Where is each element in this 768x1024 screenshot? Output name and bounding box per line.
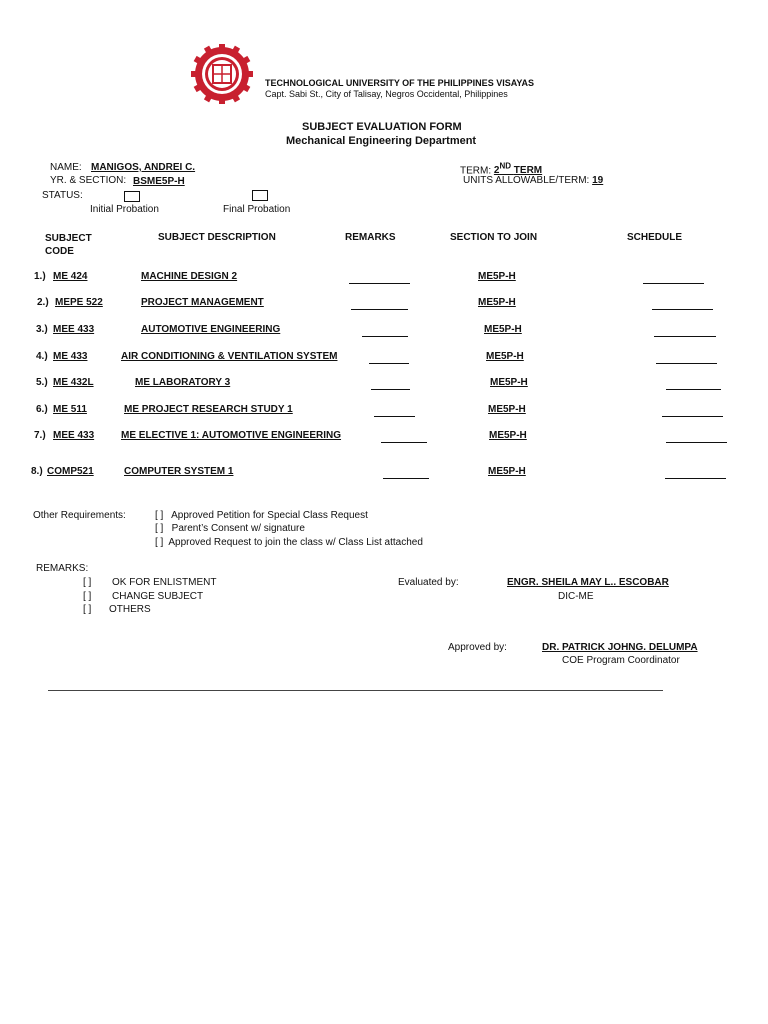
requirement-item[interactable]: [ ] Parent’s Consent w/ signature [155,523,305,534]
table-row-num: 5.) [36,377,48,388]
remarks-line [383,477,429,479]
status-label: STATUS: [42,190,83,201]
table-row-desc: AIR CONDITIONING & VENTILATION SYSTEM [121,351,338,362]
requirement-item[interactable]: [ ] Approved Petition for Special Class Request [155,510,368,521]
header-section: SECTION TO JOIN [450,232,538,243]
schedule-line [654,335,716,337]
university-name: TECHNOLOGICAL UNIVERSITY OF THE PHILIPPINES VISAYAS [265,78,535,88]
initial-probation-label: Initial Probation [90,204,159,215]
table-row-section: ME5P-H [484,324,522,335]
evaluator-title: DIC-ME [558,591,594,602]
remarks-line [349,282,410,284]
table-row-code: ME 432L [53,377,94,388]
header-schedule: SCHEDULE [627,232,683,243]
requirement-item[interactable]: [ ] Approved Request to join the class w/ Class List attached [155,537,423,548]
table-row-num: 2.) [37,297,49,308]
remark-label: OTHERS [109,604,151,615]
table-row-desc: ME LABORATORY 3 [135,377,231,388]
schedule-line [643,282,704,284]
table-row-code: ME 433 [53,351,88,362]
evaluated-by-label: Evaluated by: [398,577,459,588]
table-row-desc: COMPUTER SYSTEM 1 [124,466,234,477]
requirements-label: Other Requirements: [33,510,126,521]
university-address: Capt. Sabi St., City of Talisay, Negros Occidental, Philippines [265,89,508,99]
initial-probation-checkbox[interactable] [124,191,140,202]
approver-name: DR. PATRICK JOHNG. DELUMPA [542,642,698,653]
table-row-num: 4.) [36,351,48,362]
table-row-section: ME5P-H [478,271,516,282]
term-label: TERM: [460,165,492,177]
student-name: MANIGOS, ANDREI C. [91,162,196,173]
table-row-desc: ME PROJECT RESEARCH STUDY 1 [124,404,293,415]
table-row-desc: AUTOMOTIVE ENGINEERING [141,324,281,335]
units-value: 19 [592,175,604,186]
table-row-section: ME5P-H [490,377,528,388]
header-subject-label: SUBJECT [45,233,92,244]
section-label: YR. & SECTION: [50,175,127,186]
units-label: UNITS ALLOWABLE/TERM: [463,175,590,186]
table-row-desc: MACHINE DESIGN 2 [141,271,238,282]
schedule-line [656,362,717,364]
divider-line [48,690,663,691]
remarks-line [369,362,409,364]
university-logo [188,44,256,104]
schedule-line [666,388,721,390]
table-row-num: 8.) [31,466,43,477]
schedule-line [665,477,726,479]
remarks-line [381,441,427,443]
approved-by-label: Approved by: [448,642,507,653]
evaluator-name: ENGR. SHEILA MAY L.. ESCOBAR [507,577,669,588]
table-row-section: ME5P-H [488,404,526,415]
remark-checkbox[interactable]: [ ] [83,591,92,602]
table-row-num: 1.) [34,271,46,282]
remarks-line [371,388,410,390]
approver-title: COE Program Coordinator [562,655,680,666]
term-word: TERM [513,165,543,177]
final-probation-label: Final Probation [223,204,291,215]
table-row-code: COMP521 [47,466,94,477]
table-row-code: ME 511 [53,404,87,415]
table-row-num: 3.) [36,324,48,335]
table-row-num: 6.) [36,404,48,415]
remark-checkbox[interactable]: [ ] [83,577,92,588]
term-superscript: ND [499,162,512,171]
form-title: SUBJECT EVALUATION FORM [302,121,462,133]
table-row-section: ME5P-H [486,351,524,362]
schedule-line [662,415,723,417]
table-row-num: 7.) [34,430,46,441]
final-probation-checkbox[interactable] [252,190,268,201]
department-title: Mechanical Engineering Department [286,135,477,147]
remarks-line [374,415,415,417]
remarks-line [351,308,408,310]
table-row-code: MEPE 522 [55,297,103,308]
table-row-code: ME 424 [53,271,88,282]
student-section: BSME5P-H [133,176,185,187]
table-row-desc: ME ELECTIVE 1: AUTOMOTIVE ENGINEERING [121,430,342,441]
name-label: NAME: [50,162,82,173]
header-remarks: REMARKS [345,232,396,243]
header-description: SUBJECT DESCRIPTION [158,232,276,243]
remarks-line [362,335,408,337]
remark-label: CHANGE SUBJECT [112,591,204,602]
schedule-line [652,308,713,310]
header-code-label: CODE [45,246,74,257]
table-row-code: MEE 433 [53,430,95,441]
remark-checkbox[interactable]: [ ] [83,604,92,615]
schedule-line [666,441,727,443]
table-row-section: ME5P-H [489,430,527,441]
table-row-section: ME5P-H [488,466,526,477]
header-subject-code [45,232,92,258]
table-row-section: ME5P-H [478,297,516,308]
remarks-label: REMARKS: [36,563,89,574]
remark-label: OK FOR ENLISTMENT [112,577,217,588]
table-row-code: MEE 433 [53,324,95,335]
table-row-desc: PROJECT MANAGEMENT [141,297,264,308]
term-number: 2 [493,165,500,177]
units-field [463,175,603,186]
